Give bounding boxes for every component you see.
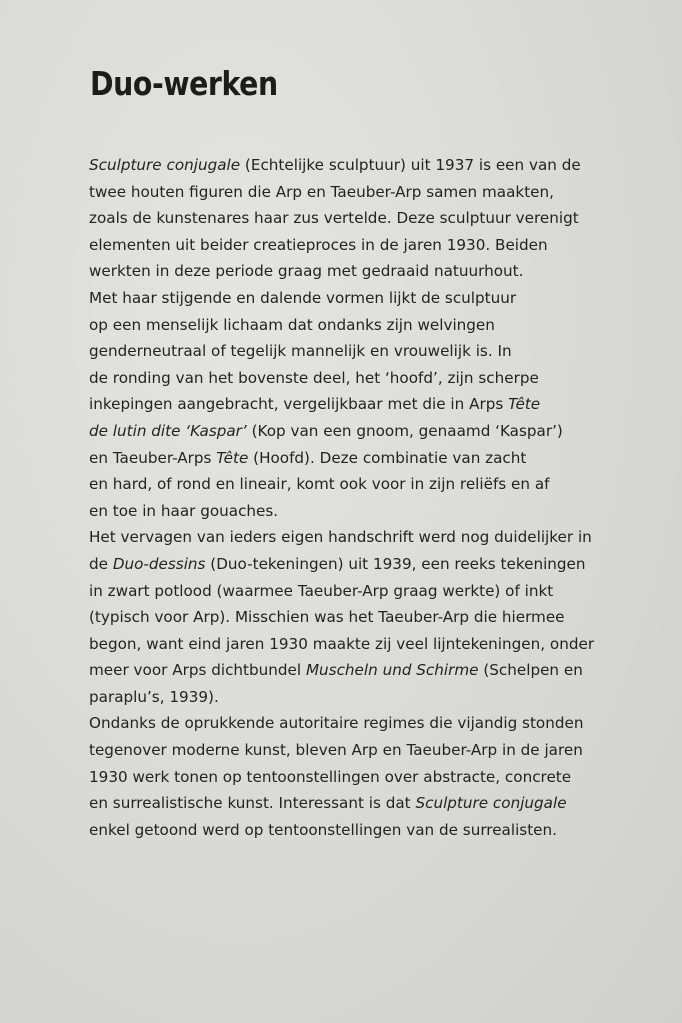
text-segment: twee houten figuren die Arp en Taeuber-Arp samen maakten,: [89, 182, 554, 201]
text-segment: en surrealistische kunst. Interessant is dat: [89, 794, 416, 813]
italic-title-text: Sculpture conjugale: [415, 794, 567, 813]
text-segment: (Echtelijke sculptuur) uit 1937 is een van de: [240, 156, 581, 174]
text-segment: begon, want eind jaren 1930 maakte zij veel lijntekeningen, onder: [89, 634, 595, 653]
text-segment: (Kop van een gnoom, genaamd ‘Kaspar’): [246, 421, 563, 440]
text-line: [89, 710, 669, 737]
text-line: [89, 790, 669, 817]
text-segment: de: [89, 554, 113, 573]
text-line: [89, 471, 669, 498]
text-segment: (Schelpen en: [478, 661, 583, 680]
text-line: [89, 764, 669, 791]
text-segment: de ronding van het bovenste deel, het ‘hoofd’, zijn scherpe: [89, 368, 539, 387]
text-line: [89, 365, 669, 392]
panel-title: Duo-werken: [90, 64, 278, 103]
text-segment: (typisch voor Arp). Misschien was het Taeuber-Arp die hiermee: [89, 608, 565, 627]
text-line: [89, 338, 669, 365]
text-line: [89, 498, 669, 525]
text-segment: op een menselijk lichaam dat ondanks zijn welvingen: [89, 315, 495, 334]
text-segment: Ondanks de oprukkende autoritaire regimes die vijandig stonden: [89, 714, 584, 733]
text-line: [89, 578, 669, 605]
body-text: [89, 152, 669, 843]
text-line: [89, 445, 669, 472]
text-line: [89, 205, 669, 232]
text-segment: zoals de kunstenares haar zus vertelde. Deze sculptuur verenigt: [89, 209, 579, 228]
text-segment: in zwart potlood (waarmee Taeuber-Arp graag werkte) of inkt: [89, 581, 554, 600]
italic-title-text: Tête: [508, 395, 541, 414]
text-segment: en toe in haar gouaches.: [89, 501, 279, 520]
text-line: [89, 604, 669, 631]
text-line: [89, 391, 669, 418]
text-segment: tegenover moderne kunst, bleven Arp en Taeuber-Arp in de jaren: [89, 741, 583, 760]
text-segment: (Hoofd). Deze combinatie van zacht: [248, 448, 527, 467]
text-line: [89, 684, 669, 711]
text-line: [89, 737, 669, 764]
text-line: [89, 657, 669, 684]
text-segment: en hard, of rond en lineair, komt ook voor in zijn reliëfs en af: [89, 475, 550, 494]
text-segment: enkel getoond werd op tentoonstellingen van de surrealisten.: [89, 820, 557, 839]
text-segment: werkten in deze periode graag met gedraaid natuurhout.: [89, 262, 524, 281]
text-line: [89, 312, 669, 339]
text-line: [89, 152, 669, 179]
text-line: [89, 551, 669, 578]
text-segment: paraplu’s, 1939).: [89, 687, 219, 706]
text-segment: Met haar stijgende en dalende vormen lijkt de sculptuur: [89, 288, 517, 307]
text-segment: en Taeuber-Arps: [89, 448, 217, 467]
italic-title-text: Muscheln und Schirme: [305, 661, 479, 680]
text-line: [89, 258, 669, 285]
text-line: [89, 524, 669, 551]
text-segment: Het vervagen van ieders eigen handschrift werd nog duidelijker in: [89, 528, 592, 547]
text-segment: meer voor Arps dichtbundel: [89, 661, 306, 680]
italic-title-text: Sculpture conjugale: [89, 156, 241, 174]
text-line: [89, 179, 669, 206]
text-segment: (Duo-tekeningen) uit 1939, een reeks tekeningen: [205, 554, 586, 573]
text-segment: genderneutraal of tegelijk mannelijk en vrouwelijk is. In: [89, 342, 512, 361]
italic-title-text: de lutin dite ‘Kaspar’: [89, 421, 247, 440]
italic-title-text: Tête: [216, 448, 249, 467]
text-segment: 1930 werk tonen op tentoonstellingen over abstracte, concrete: [89, 767, 572, 786]
italic-title-text: Duo-dessins: [112, 554, 206, 573]
text-line: [89, 418, 669, 445]
text-line: [89, 817, 669, 844]
text-line: [89, 285, 669, 312]
text-segment: inkepingen aangebracht, vergelijkbaar met die in Arps: [89, 395, 509, 414]
text-line: [89, 232, 669, 259]
text-segment: elementen uit beider creatieproces in de jaren 1930. Beiden: [89, 235, 548, 254]
text-line: [89, 631, 669, 658]
